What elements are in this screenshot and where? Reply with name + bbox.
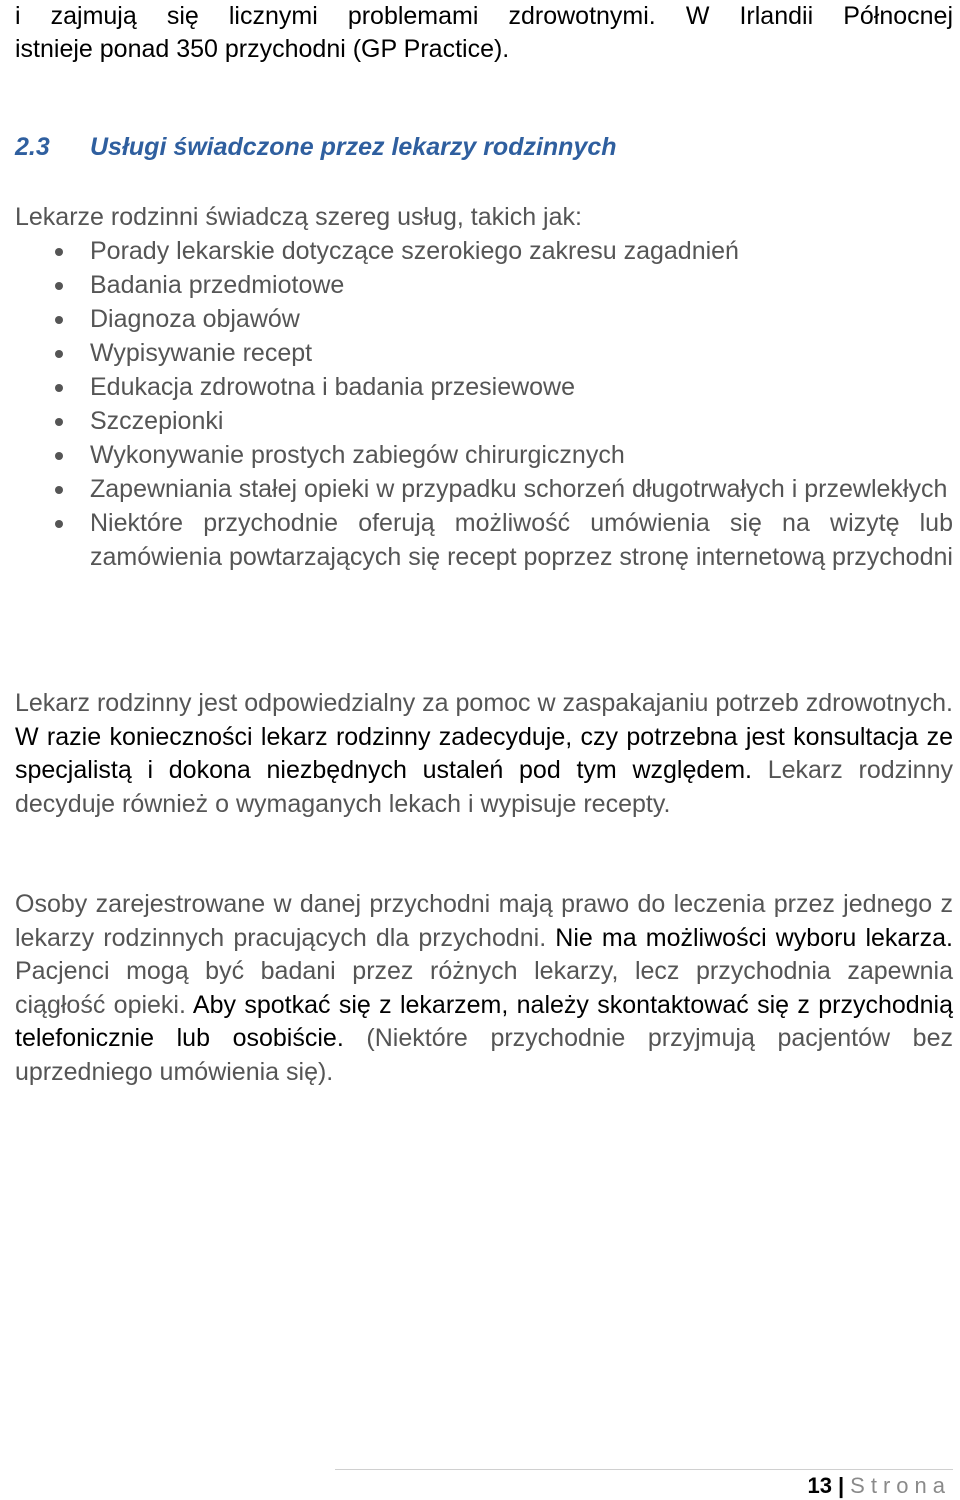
bullet-icon — [55, 316, 63, 324]
bullet-icon — [55, 418, 63, 426]
bullet-icon — [55, 486, 63, 494]
registration-paragraph: Osoby zarejestrowane w danej przychodni mają prawo do leczenia przez jednego z lekarzy rodzinnych pracujących dla przychodni. Nie ma możliwości wyboru lekarza. Pacjenci mogą być badani przez różnych lekarzy, lecz przychodnia zapewnia ciągłość opieki. Aby spotkać się z lekarzem, należy skontaktować się z przychodnią telefonicznie lub osobiście. (Niektóre przychodnie przyjmują pacjentów bez uprzedniego umówienia się). — [15, 890, 954, 1086]
page-number: 13 — [807, 1473, 833, 1498]
list-item: Niektóre przychodnie oferują możliwość umówienia się na wizytę lub zamówienia powtarzających się recept poprzez stronę internetową przychodni — [15, 506, 953, 574]
list-item: Wypisywanie recept — [15, 336, 953, 370]
services-section — [15, 200, 953, 574]
section-number: 2.3 — [15, 133, 50, 161]
page-footer — [808, 1472, 951, 1500]
services-list — [15, 234, 953, 574]
list-item: Zapewniania stałej opieki w przypadku schorzeń długotrwałych i przewlekłych — [15, 472, 953, 506]
intro-line-1: i zajmują się licznymi problemami zdrowotnymi. W Irlandii Północnej — [15, 2, 953, 30]
bullet-icon — [55, 384, 63, 392]
intro-paragraph — [15, 0, 953, 66]
footer-divider — [335, 1469, 953, 1470]
bullet-icon — [55, 282, 63, 290]
services-lead: Lekarze rodzinni świadczą szereg usług, takich jak: — [15, 203, 582, 231]
bullet-icon — [55, 350, 63, 358]
list-item: Badania przedmiotowe — [15, 268, 953, 302]
list-item: Porady lekarskie dotyczące szerokiego zakresu zagadnień — [15, 234, 953, 268]
list-item: Wykonywanie prostych zabiegów chirurgicznych — [15, 438, 953, 472]
bullet-icon — [55, 248, 63, 256]
page-label: Strona — [850, 1473, 951, 1498]
list-item: Edukacja zdrowotna i badania przesiewowe — [15, 370, 953, 404]
document-page — [15, 0, 954, 1086]
bullet-icon — [55, 520, 63, 528]
intro-line-2: istnieje ponad 350 przychodni (GP Practice). — [15, 35, 510, 63]
list-item: Diagnoza objawów — [15, 302, 953, 336]
section-heading — [15, 131, 617, 164]
responsibility-paragraph: Lekarz rodzinny jest odpowiedzialny za pomoc w zaspakajaniu potrzeb zdrowotnych. W razie konieczności lekarz rodzinny zadecyduje, czy potrzebna jest konsultacja ze specjalistą i dokona niezbędnych ustaleń pod tym względem. Lekarz rodzinny decyduje również o wymaganych lekach i wypisuje recepty. — [15, 689, 954, 818]
bullet-icon — [55, 452, 63, 460]
footer-separator: | — [838, 1473, 845, 1498]
list-item: Szczepionki — [15, 404, 953, 438]
section-title: Usługi świadczone przez lekarzy rodzinnych — [90, 133, 617, 161]
